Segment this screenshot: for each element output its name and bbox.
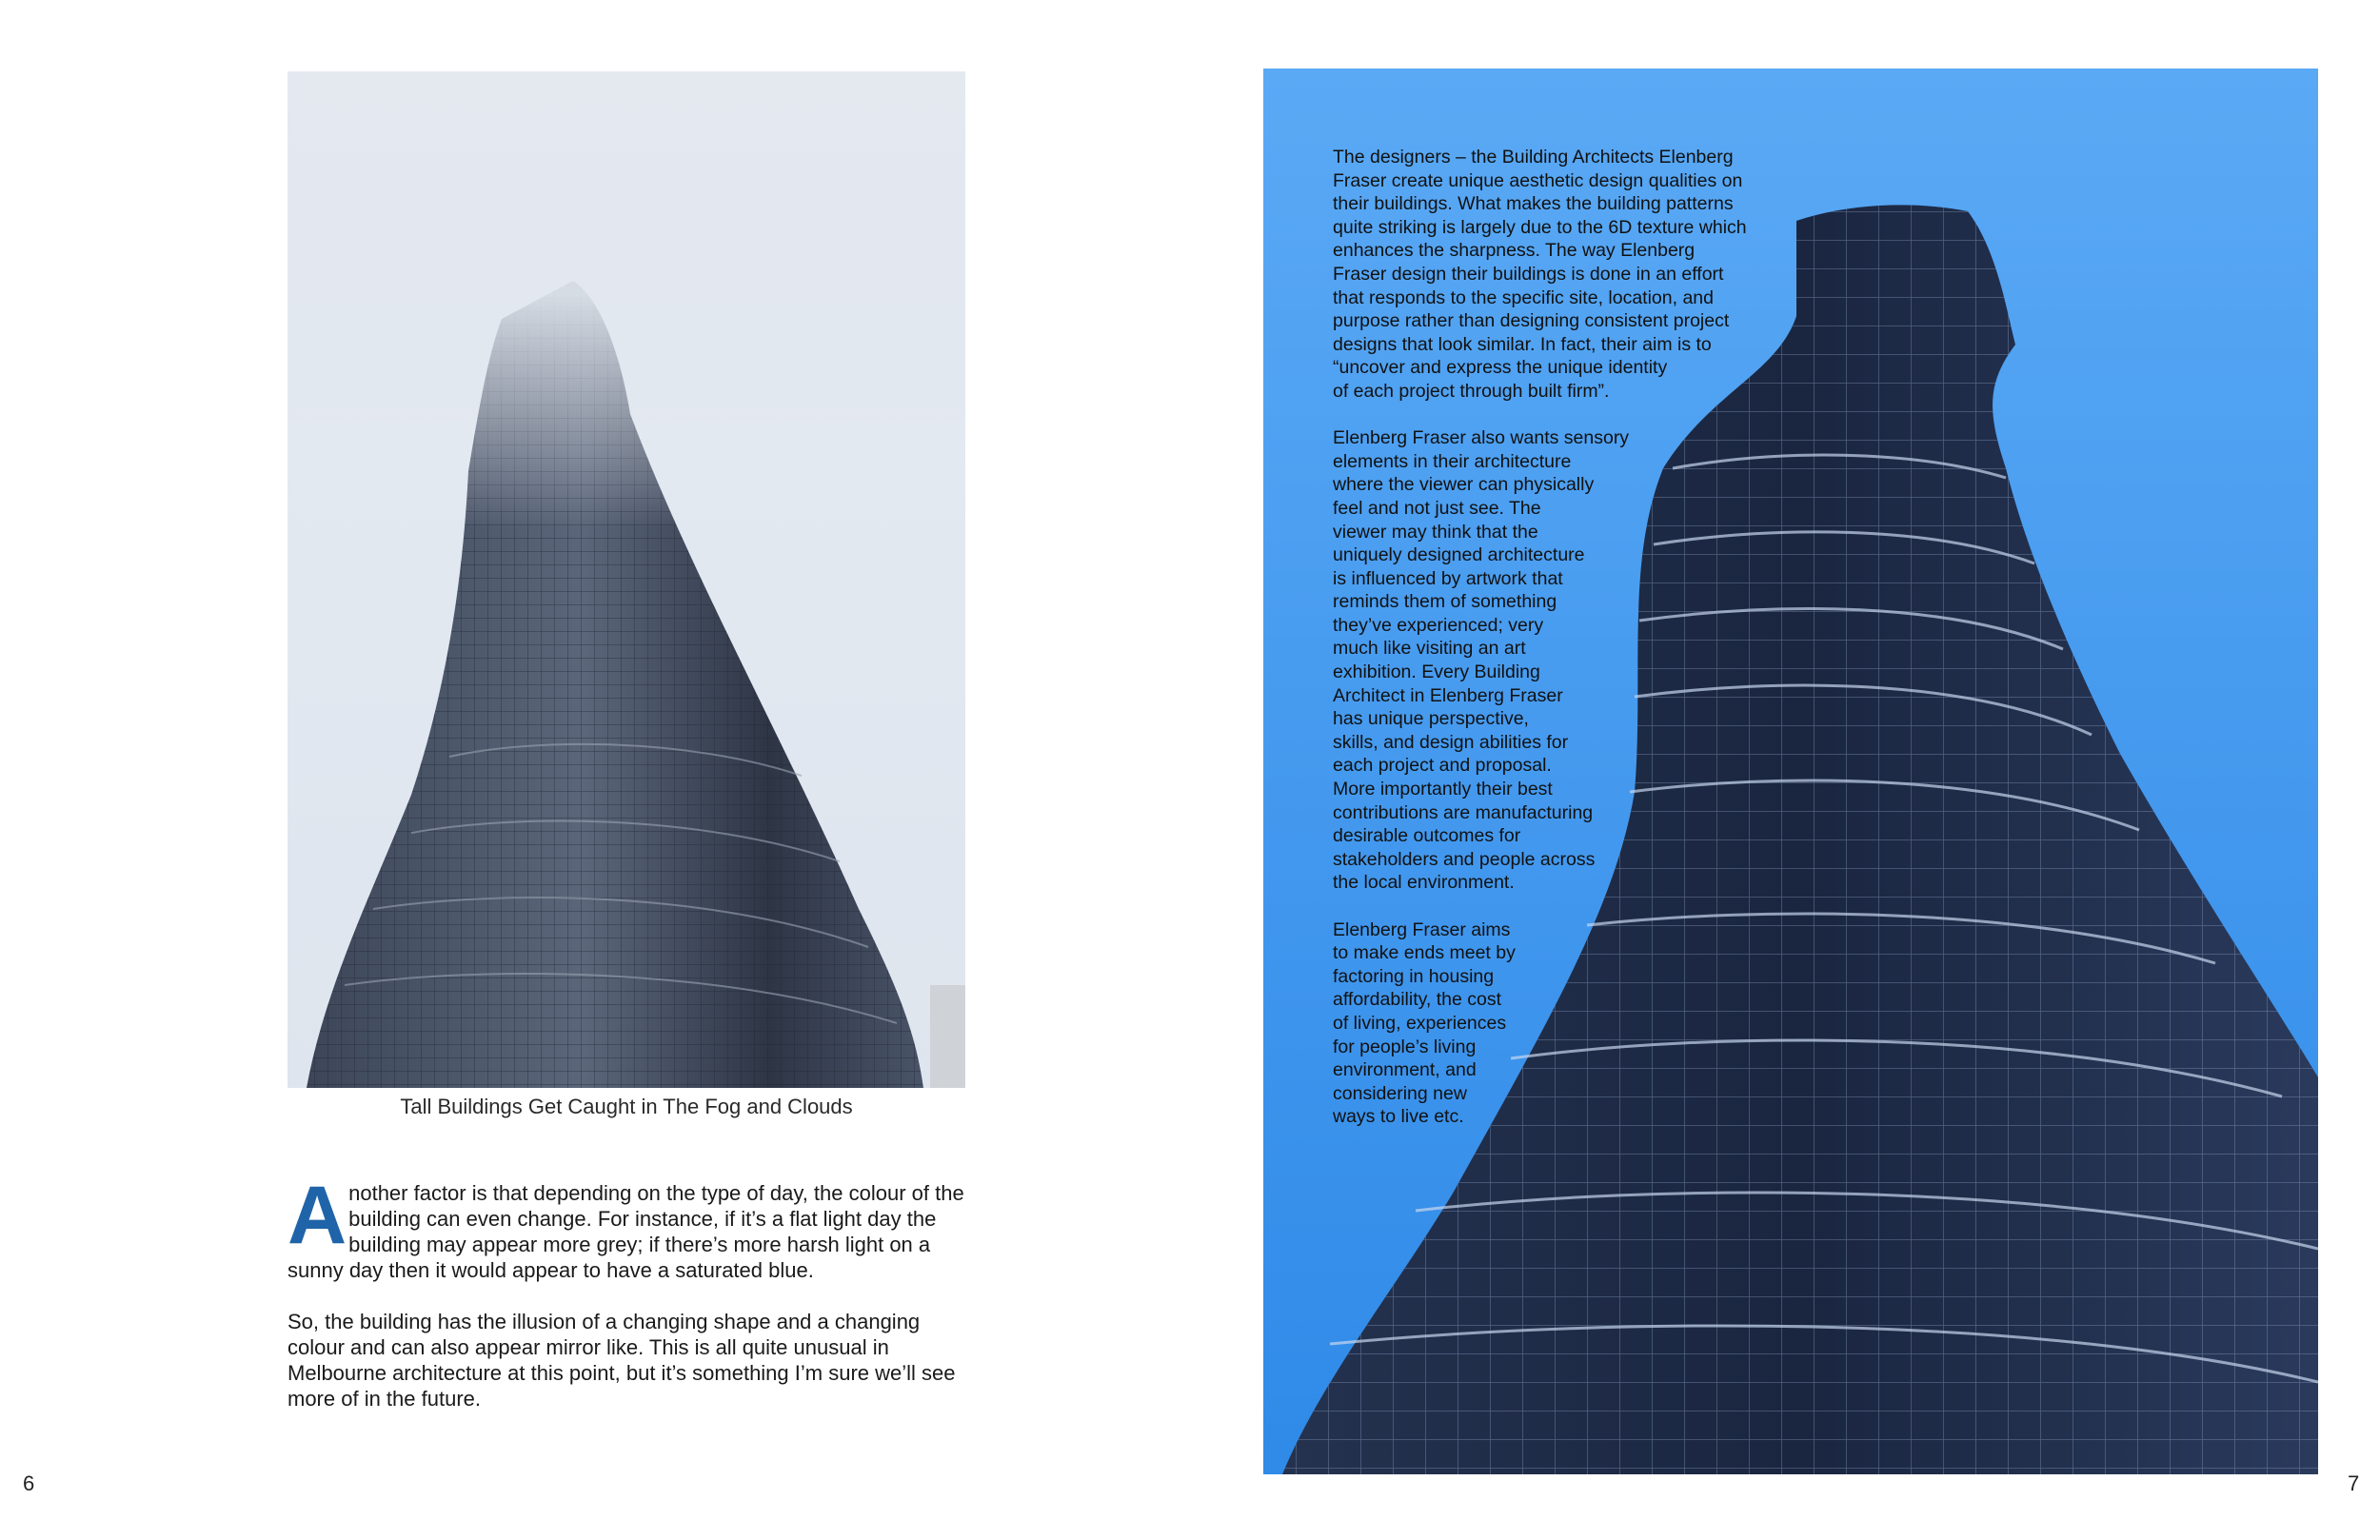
text-line: of each project through built firm”. <box>1333 380 1610 402</box>
paragraph-1-text: nother factor is that depending on the type of day, the colour of the building can even change. For instance, if it’s a flat light day the building may appear more grey; if there’s more harsh light on a sunny day then it would appear to have a saturated blue. <box>288 1181 964 1282</box>
designer-paragraph-3 <box>1333 918 1747 1129</box>
text-line: where the viewer can physically <box>1333 474 1595 496</box>
text-line: Fraser create unique aesthetic design qualities on <box>1333 169 1743 191</box>
text-line: that responds to the specific site, location, and <box>1333 286 1714 308</box>
text-line: to make ends meet by <box>1333 942 1516 964</box>
text-line: factoring in housing <box>1333 965 1495 987</box>
text-line: considering new <box>1333 1082 1467 1104</box>
text-line: of living, experiences <box>1333 1012 1507 1034</box>
text-line: elements in their architecture <box>1333 450 1572 472</box>
text-line: is influenced by artwork that <box>1333 567 1563 589</box>
text-line: stakeholders and people across <box>1333 848 1596 870</box>
text-line: the local environment. <box>1333 872 1515 894</box>
text-line: Fraser design their buildings is done in an effort <box>1333 263 1724 285</box>
text-line: reminds them of something <box>1333 591 1557 613</box>
text-line: much like visiting an art <box>1333 638 1526 660</box>
text-line: purpose rather than designing consistent project <box>1333 310 1730 332</box>
foggy-tower-illustration <box>288 71 965 1088</box>
text-line: exhibition. Every Building <box>1333 661 1540 683</box>
page-number-left: 6 <box>23 1471 35 1495</box>
text-line: environment, and <box>1333 1059 1477 1081</box>
text-line: viewer may think that the <box>1333 521 1538 543</box>
article-paragraph-1 <box>288 1133 965 1283</box>
designer-text-block <box>1333 146 1747 1153</box>
text-line: has unique perspective, <box>1333 708 1529 730</box>
text-line: feel and not just see. The <box>1333 497 1541 519</box>
text-line: enhances the sharpness. The way Elenberg <box>1333 240 1696 262</box>
drop-cap: A <box>288 1170 347 1261</box>
text-line: quite striking is largely due to the 6D texture which <box>1333 216 1747 238</box>
text-line: their buildings. What makes the building patterns <box>1333 193 1734 215</box>
text-line: uniquely designed architecture <box>1333 544 1585 566</box>
article-paragraph-2: So, the building has the illusion of a changing shape and a changing colour and can also appear mirror like. This is all quite unusual in Melbourne architecture at this point, but it’s something I’m sure we’ll see more of in the future. <box>288 1310 956 1411</box>
designer-paragraph-2 <box>1333 426 1747 895</box>
text-line: contributions are manufacturing <box>1333 801 1594 823</box>
page-number-right: 7 <box>2348 1471 2360 1495</box>
text-line: skills, and design abilities for <box>1333 731 1569 753</box>
text-line: each project and proposal. <box>1333 755 1552 777</box>
text-line: ways to live etc. <box>1333 1106 1464 1128</box>
designer-paragraph-1 <box>1333 146 1747 404</box>
text-line: Elenberg Fraser also wants sensory <box>1333 427 1630 449</box>
text-line: Architect in Elenberg Fraser <box>1333 684 1563 706</box>
text-line: affordability, the cost <box>1333 989 1502 1011</box>
text-line: Elenberg Fraser aims <box>1333 918 1511 940</box>
text-line: “uncover and express the unique identity <box>1333 357 1668 379</box>
text-line: The designers – the Building Architects Elenberg <box>1333 147 1734 168</box>
text-line: desirable outcomes for <box>1333 825 1521 847</box>
text-line: they’ve experienced; very <box>1333 614 1544 636</box>
foggy-tower-photo <box>288 71 965 1088</box>
text-line: for people’s living <box>1333 1036 1477 1057</box>
photo-caption: Tall Buildings Get Caught in The Fog and Clouds <box>400 1095 853 1118</box>
text-line: designs that look similar. In fact, their aim is to <box>1333 333 1712 355</box>
text-line: More importantly their best <box>1333 779 1553 800</box>
article-body <box>288 1133 965 1437</box>
